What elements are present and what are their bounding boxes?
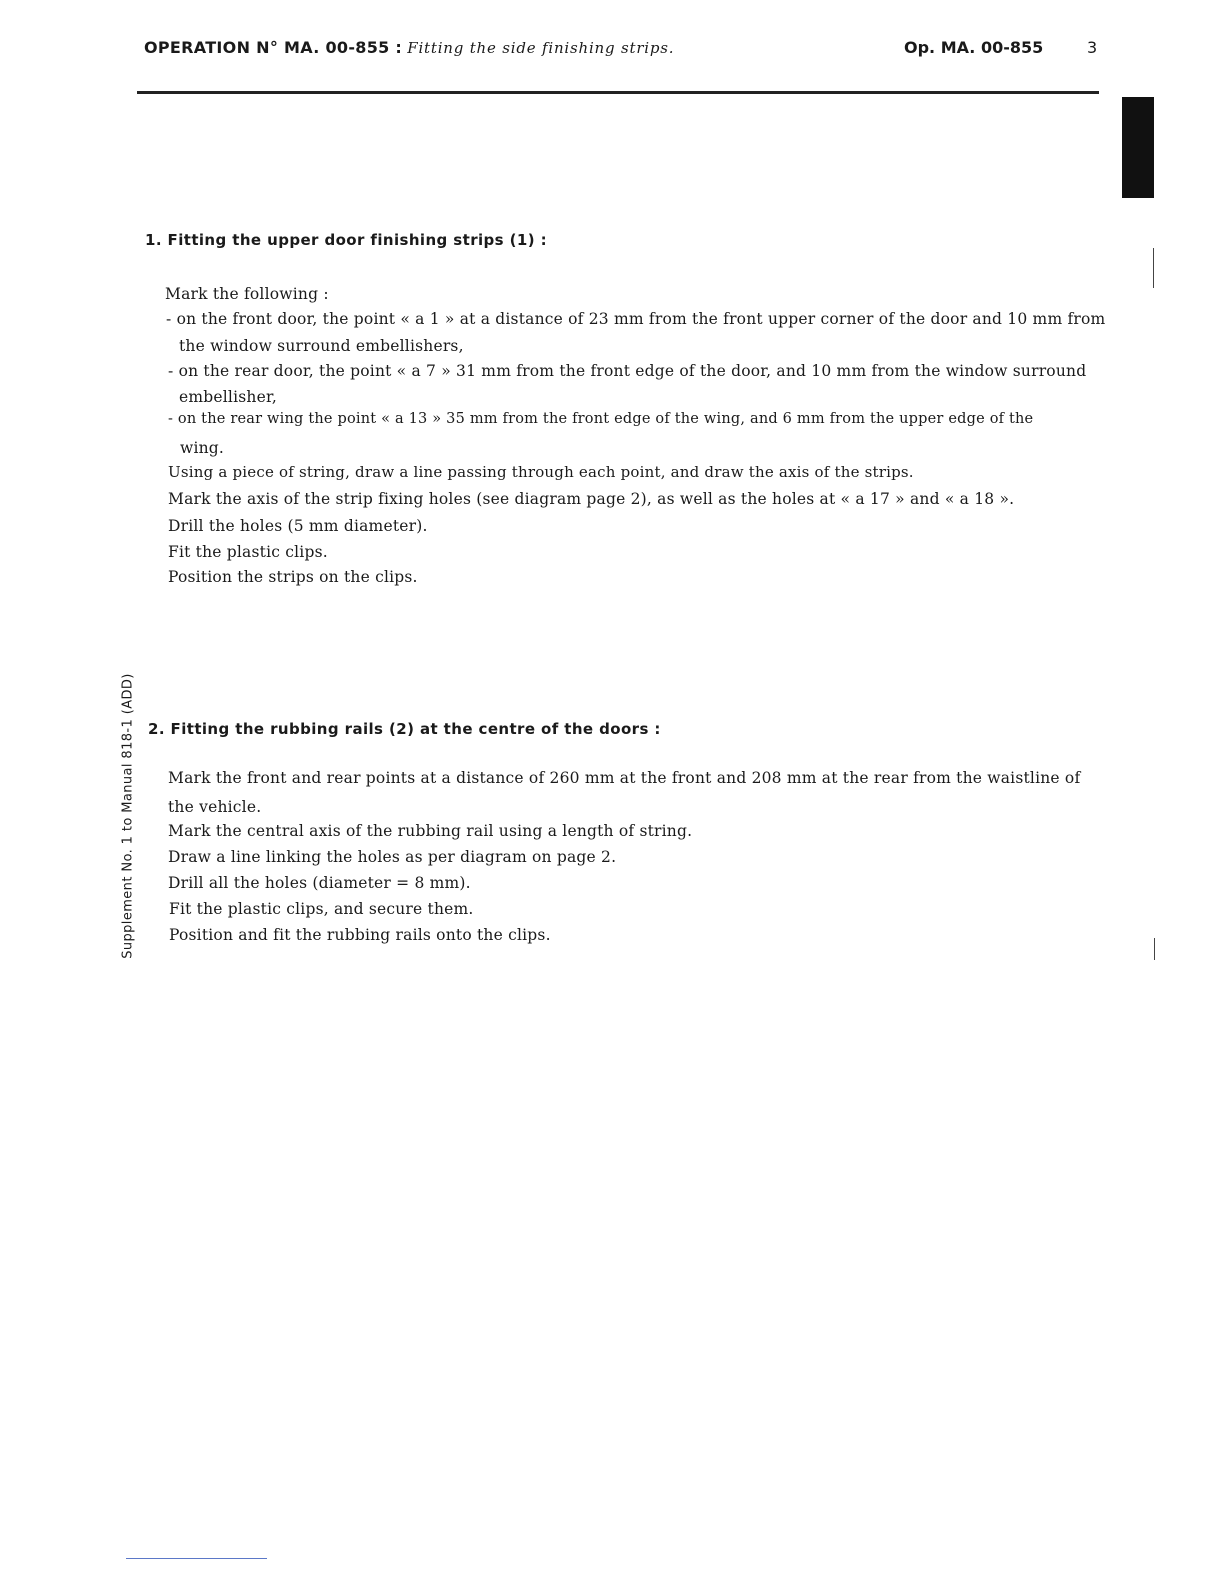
page-header-title [144,38,674,57]
margin-mark [1153,248,1154,288]
section-1-line: - on the rear door, the point « a 7 » 31 mm from the front edge of the door, and 10 mm from the window surround [168,362,1087,380]
section-1-line: - on the rear wing the point « a 13 » 35 mm from the front edge of the wing, and 6 mm from the upper edge of the [168,411,1034,427]
section-2-line: Position and fit the rubbing rails onto the clips. [169,926,551,944]
section-1-line: Mark the following : [165,285,329,303]
thumb-index-tab [1122,97,1154,198]
section-2-line: Mark the front and rear points at a distance of 260 mm at the front and 208 mm at the rear from the waistline of [168,769,1081,787]
page-number: 3 [1087,38,1098,57]
section-1-line: - on the front door, the point « a 1 » at a distance of 23 mm from the front upper corner of the door and 10 mm from [166,310,1106,328]
operation-title: Fitting the side finishing strips. [407,39,675,57]
operation-reference: Op. MA. 00-855 [904,38,1044,57]
operation-label: OPERATION N° MA. 00-855 : [144,38,403,57]
section-2-line: Drill all the holes (diameter = 8 mm). [168,874,471,892]
supplement-note: Supplement No. 1 to Manual 818-1 (ADD) [120,673,136,959]
header-divider [137,91,1099,94]
section-2-line: Mark the central axis of the rubbing rail using a length of string. [168,822,693,840]
section-1-line: Fit the plastic clips. [168,543,328,561]
section-1-line: Position the strips on the clips. [168,568,418,586]
section-1-line: Mark the axis of the strip fixing holes (see diagram page 2), as well as the holes at « a 17 » and « a 18 ». [168,490,1015,508]
section-1-heading: 1. Fitting the upper door finishing strips (1) : [145,231,547,249]
section-1-line: the window surround embellishers, [179,337,464,355]
section-1-line: embellisher, [179,388,277,406]
margin-mark [1154,938,1155,960]
section-1-line: Drill the holes (5 mm diameter). [168,517,428,535]
footnote-divider [126,1558,267,1559]
section-1-line: Using a piece of string, draw a line passing through each point, and draw the axis of the strips. [168,463,914,481]
section-2-heading: 2. Fitting the rubbing rails (2) at the centre of the doors : [148,720,661,738]
section-1-line: wing. [180,439,225,457]
section-2-line: Draw a line linking the holes as per diagram on page 2. [168,848,617,866]
section-2-line: Fit the plastic clips, and secure them. [169,900,474,918]
section-2-line: the vehicle. [168,798,262,816]
